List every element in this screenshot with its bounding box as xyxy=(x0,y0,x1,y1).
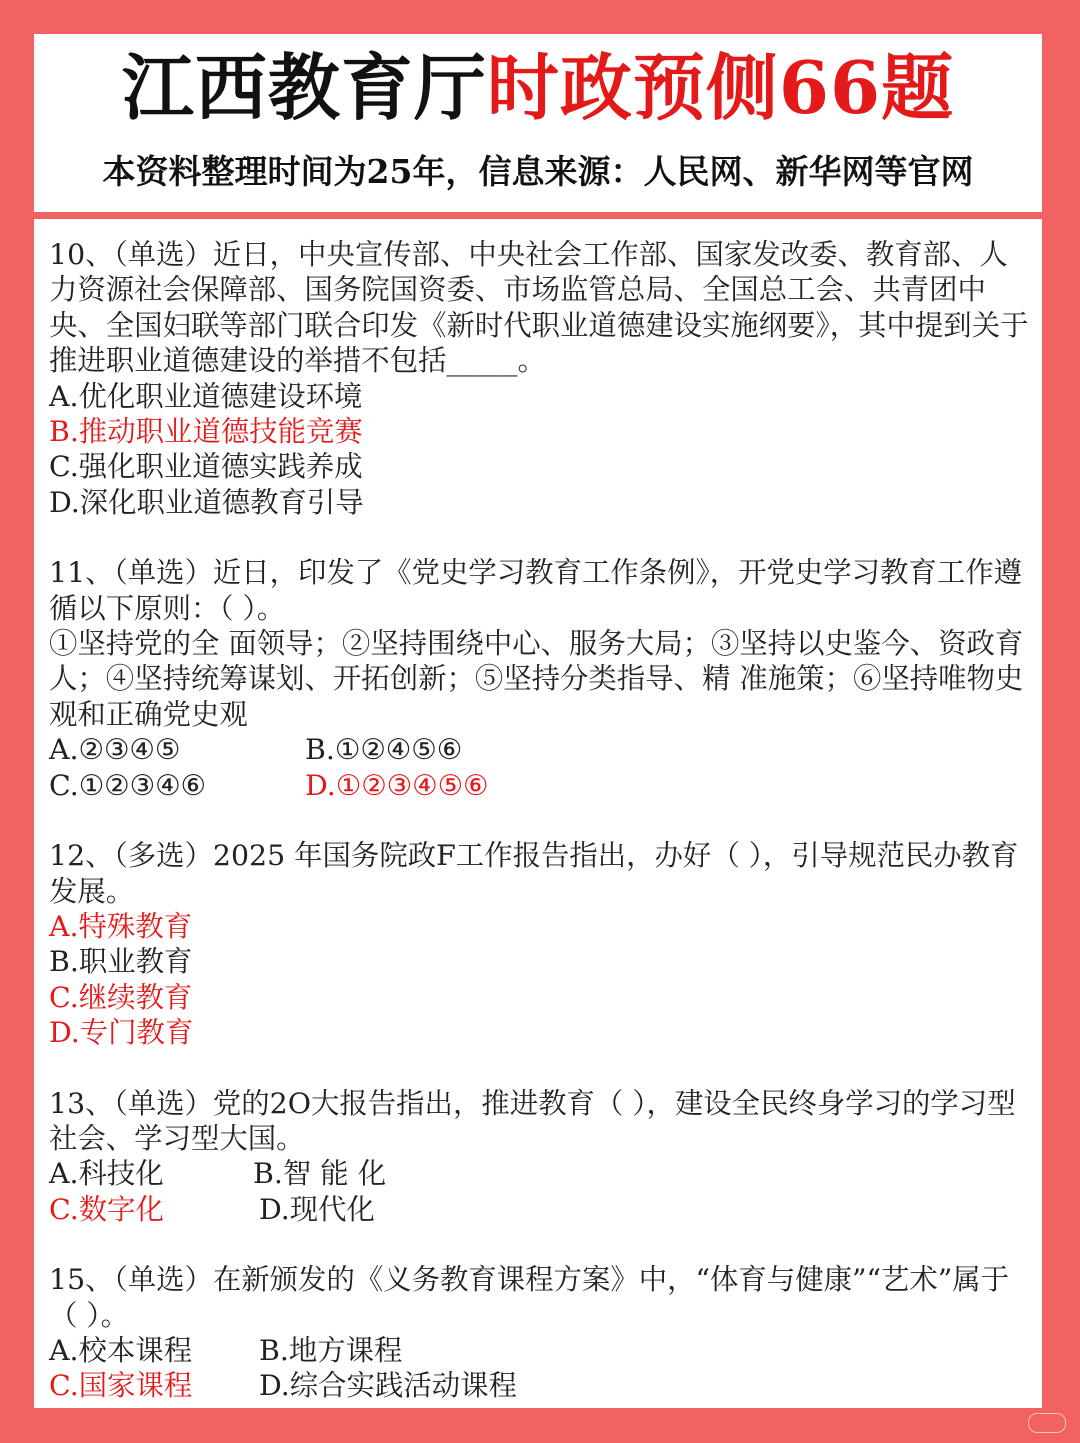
option-a: A.②③④⑤ xyxy=(49,733,181,767)
option-row xyxy=(49,1156,1032,1191)
question-stem: 10、（单选）近日，中央宣传部、中央社会工作部、国家发改委、教育部、人力资源社会保障部、国务院国资委、市场监管总局、全国总工会、共青团中央、全国妇联等部门联合印发《新时代职业道德建设实施纲要》，其中提到关于推进职业道德建设的举措不包括_____。 xyxy=(49,238,1029,378)
option-row xyxy=(49,1333,1032,1368)
option-a: A.优化职业道德建设环境 xyxy=(49,379,363,413)
option-c: C.①②③④⑥ xyxy=(49,768,206,802)
option-row xyxy=(49,732,1032,767)
option-a: A.科技化 xyxy=(49,1157,164,1191)
question-13 xyxy=(49,1086,1032,1228)
question-statements: ①坚持党的全 面领导；②坚持围绕中心、服务大局；③坚持以史鉴今、资政育人；④坚持统筹谋划、开拓创新；⑤坚持分类指导、精 准施策；⑥坚持唯物史观和正确党史观 xyxy=(49,627,1024,731)
document-sheet xyxy=(34,34,1042,1408)
question-11 xyxy=(49,555,1032,803)
header xyxy=(34,34,1042,212)
question-stem: 12、（多选）2025 年国务院政F工作报告指出，办好（ ），引导规范民办教育发展。 xyxy=(49,839,1019,908)
option-b: B.①②④⑤⑥ xyxy=(305,733,463,767)
question-stem: 15、（单选）在新颁发的《义务教育课程方案》中，“体育与健康”“艺术”属于（ ）。 xyxy=(49,1263,1010,1332)
question-10 xyxy=(49,237,1032,520)
option-row xyxy=(49,1192,1032,1227)
question-stem: 13、（单选）党的2O大报告指出，推进教育（ ），建设全民终身学习的学习型社会、学习型大国。 xyxy=(49,1086,1016,1155)
option-row xyxy=(49,1368,1032,1403)
option-c-correct: C.数字化 xyxy=(49,1192,164,1226)
option-d-correct: D.①②③④⑤⑥ xyxy=(305,768,489,802)
option-d: D.综合实践活动课程 xyxy=(259,1369,517,1403)
option-b: B.职业教育 xyxy=(49,945,193,979)
question-12 xyxy=(49,838,1032,1050)
option-c-correct: C.国家课程 xyxy=(49,1369,193,1403)
corner-watermark xyxy=(1028,1413,1066,1433)
page-title xyxy=(34,34,1042,130)
option-b-correct: B.推动职业道德技能竞赛 xyxy=(49,415,363,449)
option-d: D.深化职业道德教育引导 xyxy=(49,485,364,519)
option-a: A.校本课程 xyxy=(49,1333,193,1367)
questions-list xyxy=(49,237,1032,1408)
header-divider xyxy=(34,212,1042,219)
option-d: D.现代化 xyxy=(259,1192,375,1226)
option-d-correct: D.专门教育 xyxy=(49,1016,194,1050)
option-c-correct: C.继续教育 xyxy=(49,980,193,1014)
question-stem: 11、（单选）近日，印发了《党史学习教育工作条例》，开党史学习教育工作遵循以下原则：（ ）。 xyxy=(49,556,1023,625)
option-b: B.智 能 化 xyxy=(253,1157,387,1191)
option-b: B.地方课程 xyxy=(259,1333,403,1367)
option-row xyxy=(49,768,1032,803)
option-a-correct: A.特殊教育 xyxy=(49,909,193,943)
question-15 xyxy=(49,1262,1032,1404)
page-subtitle: 本资料整理时间为25年，信息来源：人民网、新华网等官网 xyxy=(102,151,974,191)
option-c: C.强化职业道德实践养成 xyxy=(49,450,363,484)
title-black-part: 江西教育厅 xyxy=(121,45,487,130)
title-red-part: 时政预侧66题 xyxy=(486,45,955,130)
